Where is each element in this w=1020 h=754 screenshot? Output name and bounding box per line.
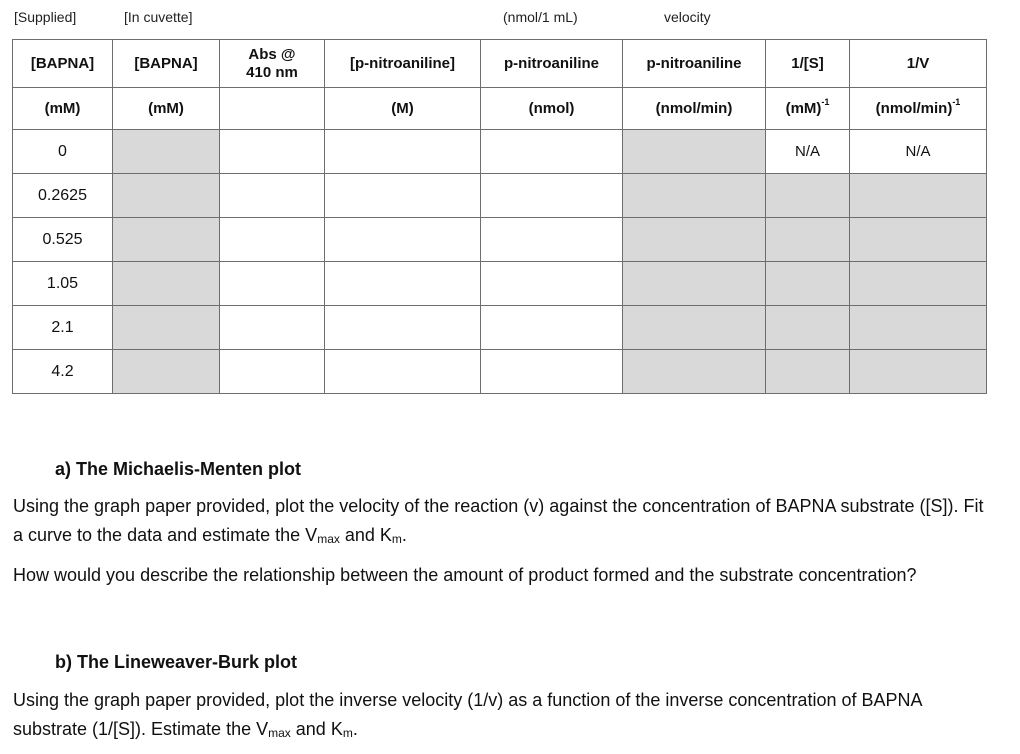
velocity-cell [623,350,766,394]
unit-molar: (M) [325,88,481,130]
header-pna-amount: p-nitroaniline [481,40,623,88]
pna-amount-cell [481,306,623,350]
supplied-conc-cell: 2.1 [13,306,113,350]
unit-nmol: (nmol) [481,88,623,130]
inv-v-cell [850,350,987,394]
unit-nmol-per-min: (nmol/min) [623,88,766,130]
cuvette-conc-cell [113,306,220,350]
pna-amount-cell [481,130,623,174]
cuvette-conc-cell [113,174,220,218]
abs-cell [220,218,325,262]
section-b-text-2: and K [290,719,343,739]
velocity-cell [623,306,766,350]
header-bapna-cuvette: [BAPNA] [113,40,220,88]
pna-conc-cell [325,218,481,262]
inv-s-cell [766,174,850,218]
unit-inv-mm [766,88,850,130]
pna-conc-cell [325,306,481,350]
table-row [13,262,987,306]
header-abs-line2: 410 nm [246,63,298,81]
cuvette-conc-cell [113,262,220,306]
section-b-vmax-sub: max [268,726,291,740]
inv-s-cell [766,306,850,350]
inv-s-cell [766,218,850,262]
abs-cell [220,130,325,174]
section-b-instruction [13,686,998,744]
header-inv-v: 1/V [850,40,987,88]
abs-cell [220,262,325,306]
pna-conc-cell [325,350,481,394]
note-in-cuvette: [In cuvette] [124,9,193,25]
section-b-text-1: Using the graph paper provided, plot the inverse velocity (1/v) as a function of the inverse concentration of BAPNA substrate (1/[S]). Estimate the V [13,690,922,739]
abs-cell [220,306,325,350]
unit-inv-rate-base: (nmol/min) [875,100,953,117]
inv-v-cell [850,218,987,262]
table-row [13,350,987,394]
section-b-text-3: . [352,719,358,739]
note-nmol-per-ml: (nmol/1 mL) [503,9,578,25]
unit-mm-supplied: (mM) [13,88,113,130]
supplied-conc-cell: 0.525 [13,218,113,262]
inv-v-cell [850,174,987,218]
section-a-text-3: . [401,525,407,545]
unit-inv-rate [850,88,987,130]
section-b-km-sub: m [342,726,353,740]
supplied-conc-cell: 0 [13,130,113,174]
abs-cell [220,174,325,218]
table-row [13,130,987,174]
cuvette-conc-cell [113,130,220,174]
table-row [13,218,987,262]
header-pna-conc: [p-nitroaniline] [325,40,481,88]
cuvette-conc-cell [113,350,220,394]
section-a-title: a) The Michaelis-Menten plot [55,459,302,479]
inv-v-cell [850,306,987,350]
unit-inv-mm-base: (mM) [785,100,822,117]
section-a-text-1: Using the graph paper provided, plot the velocity of the reaction (v) against the concentration of BAPNA substrate ([S]). Fit a curve to the data and estimate the V [13,496,984,545]
inv-s-cell [766,262,850,306]
table-row [13,174,987,218]
inv-s-cell: N/A [766,130,850,174]
velocity-cell [623,174,766,218]
section-a-instruction [13,492,998,550]
section-a-km-sub: m [391,532,402,546]
velocity-cell [623,130,766,174]
section-a-question: How would you describe the relationship between the amount of product formed and the substrate concentration? [13,565,917,585]
section-a-vmax-sub: max [317,532,340,546]
supplied-conc-cell: 1.05 [13,262,113,306]
supplied-conc-cell: 0.2625 [13,174,113,218]
header-bapna-supplied: [BAPNA] [13,40,113,88]
pna-conc-cell [325,130,481,174]
inv-v-cell [850,262,987,306]
header-pna-velocity: p-nitroaniline [623,40,766,88]
pna-amount-cell [481,350,623,394]
cuvette-conc-cell [113,218,220,262]
data-table [12,39,987,394]
velocity-cell [623,218,766,262]
inv-v-cell: N/A [850,130,987,174]
header-abs-line1: Abs @ [248,45,296,63]
section-b-title: b) The Lineweaver-Burk plot [55,652,298,672]
abs-cell [220,350,325,394]
pna-amount-cell [481,174,623,218]
units-row [13,88,987,130]
unit-mm-cuvette: (mM) [113,88,220,130]
pna-amount-cell [481,218,623,262]
unit-inv-mm-sup: -1 [821,97,830,107]
unit-inv-rate-sup: -1 [952,97,961,107]
header-row [13,40,987,88]
header-abs [220,40,325,88]
section-a-text-2: and K [339,525,392,545]
note-supplied: [Supplied] [14,9,77,25]
header-inv-s: 1/[S] [766,40,850,88]
pna-conc-cell [325,174,481,218]
note-velocity: velocity [664,9,711,25]
pna-amount-cell [481,262,623,306]
unit-abs [220,88,325,130]
pna-conc-cell [325,262,481,306]
inv-s-cell [766,350,850,394]
table-row [13,306,987,350]
supplied-conc-cell: 4.2 [13,350,113,394]
velocity-cell [623,262,766,306]
